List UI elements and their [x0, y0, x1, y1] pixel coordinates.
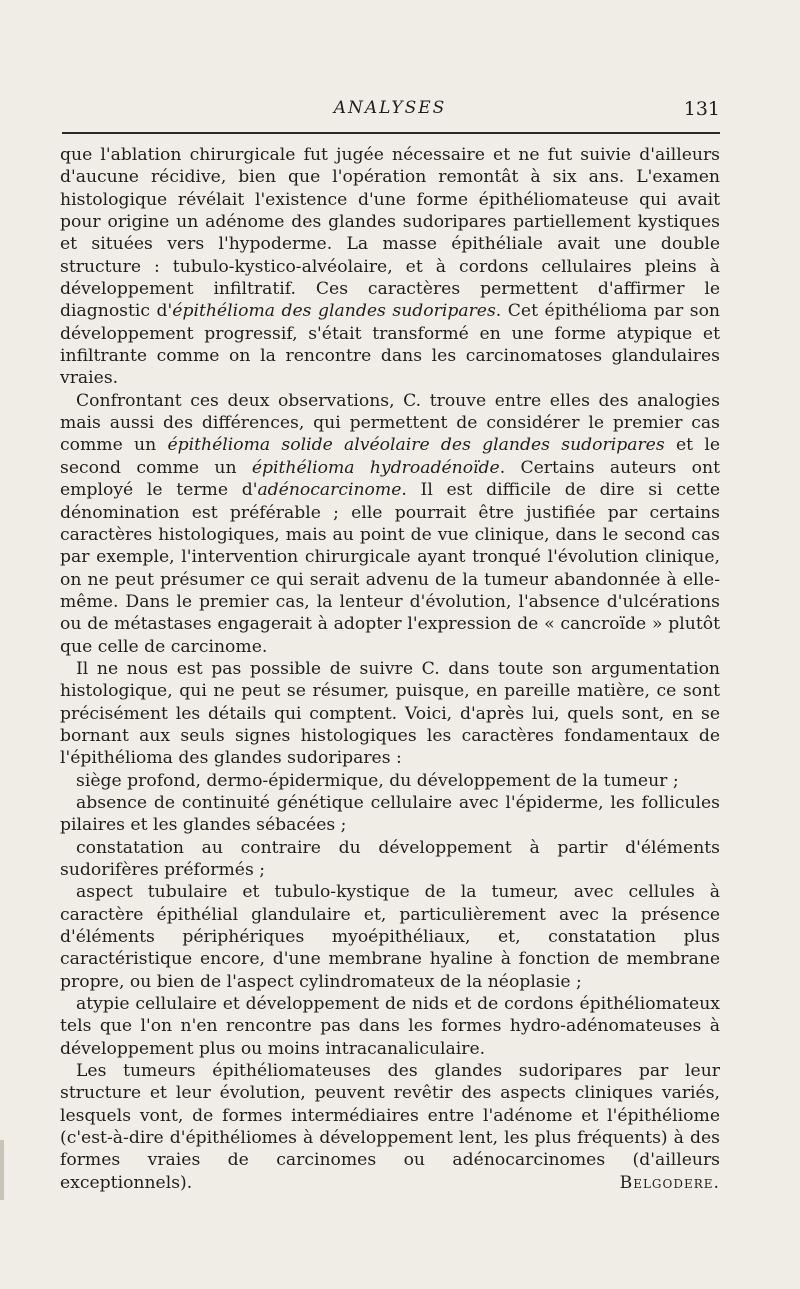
- text-run: . Il est difficile de dire si cette dénomination est préférable ; elle pourrait être justifiée par certains caractères histologiques, mais au point de vue clinique, dans le second cas par exemple, l'intervention chirurgicale ayant tronqué l'évolution clinique, on ne peut présumer ce qui serait advenu de la tumeur abandonnée à elle-même. Dans le premier cas, la lenteur d'évolution, l'absence d'ulcérations ou de métastases engagerait à adopter l'expression de « cancroïde » plutôt que celle de carcinome.: [60, 480, 721, 657]
- text-run: Il ne nous est pas possible de suivre C. dans toute son argumentation histologique, qui ne peut se résumer, puisque, en pareille matière, ce sont précisément les détails qui comptent. Voici, d'après lui, quels sont, en se bornant aux seuls signes histologiques les caractères fondamentaux de l'épithélioma des glandes sudoripares :: [60, 658, 720, 769]
- header-rule: [62, 132, 720, 134]
- paragraph-3: [60, 658, 720, 770]
- text-run: . Certains auteurs ont employé le terme d': [60, 457, 721, 501]
- criterion-item-5: [60, 993, 720, 1060]
- text-run: Confrontant ces deux observations, C. trouve entre elles des analogies mais aussi des différences, qui permettent de considérer le premier cas comme un: [60, 390, 720, 456]
- text-run: absence de continuité génétique cellulaire avec l'épiderme, les follicules pilaires et les glandes sébacées ;: [60, 792, 720, 836]
- paragraph-conclusion: [60, 1060, 720, 1194]
- text-run: aspect tubulaire et tubulo-kystique de la tumeur, avec cellules à caractère épithélial glandulaire et, particulièrement avec la présence d'éléments périphériques myoépithéliaux, et, constatation plus caractéristique encore, d'une membrane hyaline à fonction de membrane propre, ou bien de l'aspect cylindromateux de la néoplasie ;: [60, 882, 720, 992]
- text-run: constatation au contraire du développement à partir d'éléments sudorifères préformés ;: [60, 837, 720, 880]
- italic-term: épithélioma hydroadénoïde: [251, 457, 500, 478]
- running-title: ANALYSES: [333, 98, 447, 118]
- text-run: . Cet épithélioma par son développement progressif, s'était transformé en une forme atypique et infiltrante comme on la rencontre dans les carcinomatoses glandulaires vraies.: [60, 301, 720, 389]
- article-body: [60, 144, 720, 1194]
- scan-edge-mark: [0, 1140, 4, 1200]
- italic-term: épithélioma solide alvéolaire des glandes sudoripares: [167, 435, 665, 456]
- criterion-item-3: [60, 837, 720, 882]
- paragraph-1: [60, 144, 720, 390]
- paragraph-2: [60, 390, 720, 658]
- text-run: siège profond, dermo-épidermique, du développement de la tumeur ;: [76, 770, 679, 791]
- author-signature: Belgodere.: [619, 1172, 720, 1193]
- page-header: [60, 98, 720, 126]
- text-run: Les tumeurs épithéliomateuses des glandes sudoripares par leur structure et leur évolution, peuvent revêtir des aspects cliniques variés, lesquels vont, de formes intermédiaires entre l'adénome et l'épithéliome (c'est-à-dire d'épithéliomes à développement lent, les plus fréquents) à des formes vraies de carcinomes ou adénocarcinomes (d'ailleurs exceptionnels).: [60, 1061, 720, 1193]
- criterion-item-2: [60, 792, 720, 837]
- criterion-item-4: [60, 881, 720, 993]
- text-run: et le second comme un: [60, 435, 720, 478]
- text-run: que l'ablation chirurgicale fut jugée nécessaire et ne fut suivie d'ailleurs d'aucune récidive, bien que l'opération remontât à six ans. L'examen histologique révélait l'existence d'une forme épithéliomateuse qui avait pour origine un adénome des glandes sudoripares partiellement kystiques et situées vers l'hypoderme. La masse épithéliale avait une double structure : tubulo-kystico-alvéolaire, et à cordons cellulaires pleins à développement infiltratif. Ces caractères permettent d'affirmer le diagnostic d': [60, 145, 720, 322]
- criterion-item-1: [60, 770, 720, 792]
- page-number: 131: [683, 98, 720, 120]
- italic-term: adénocarcinome: [257, 480, 402, 501]
- italic-term: épithélioma des glandes sudoripares: [172, 301, 496, 322]
- text-run: atypie cellulaire et développement de nids et de cordons épithéliomateux tels que l'on n'en rencontre pas dans les formes hydro-adénomateuses à développement plus ou moins intracanaliculaire.: [60, 994, 720, 1059]
